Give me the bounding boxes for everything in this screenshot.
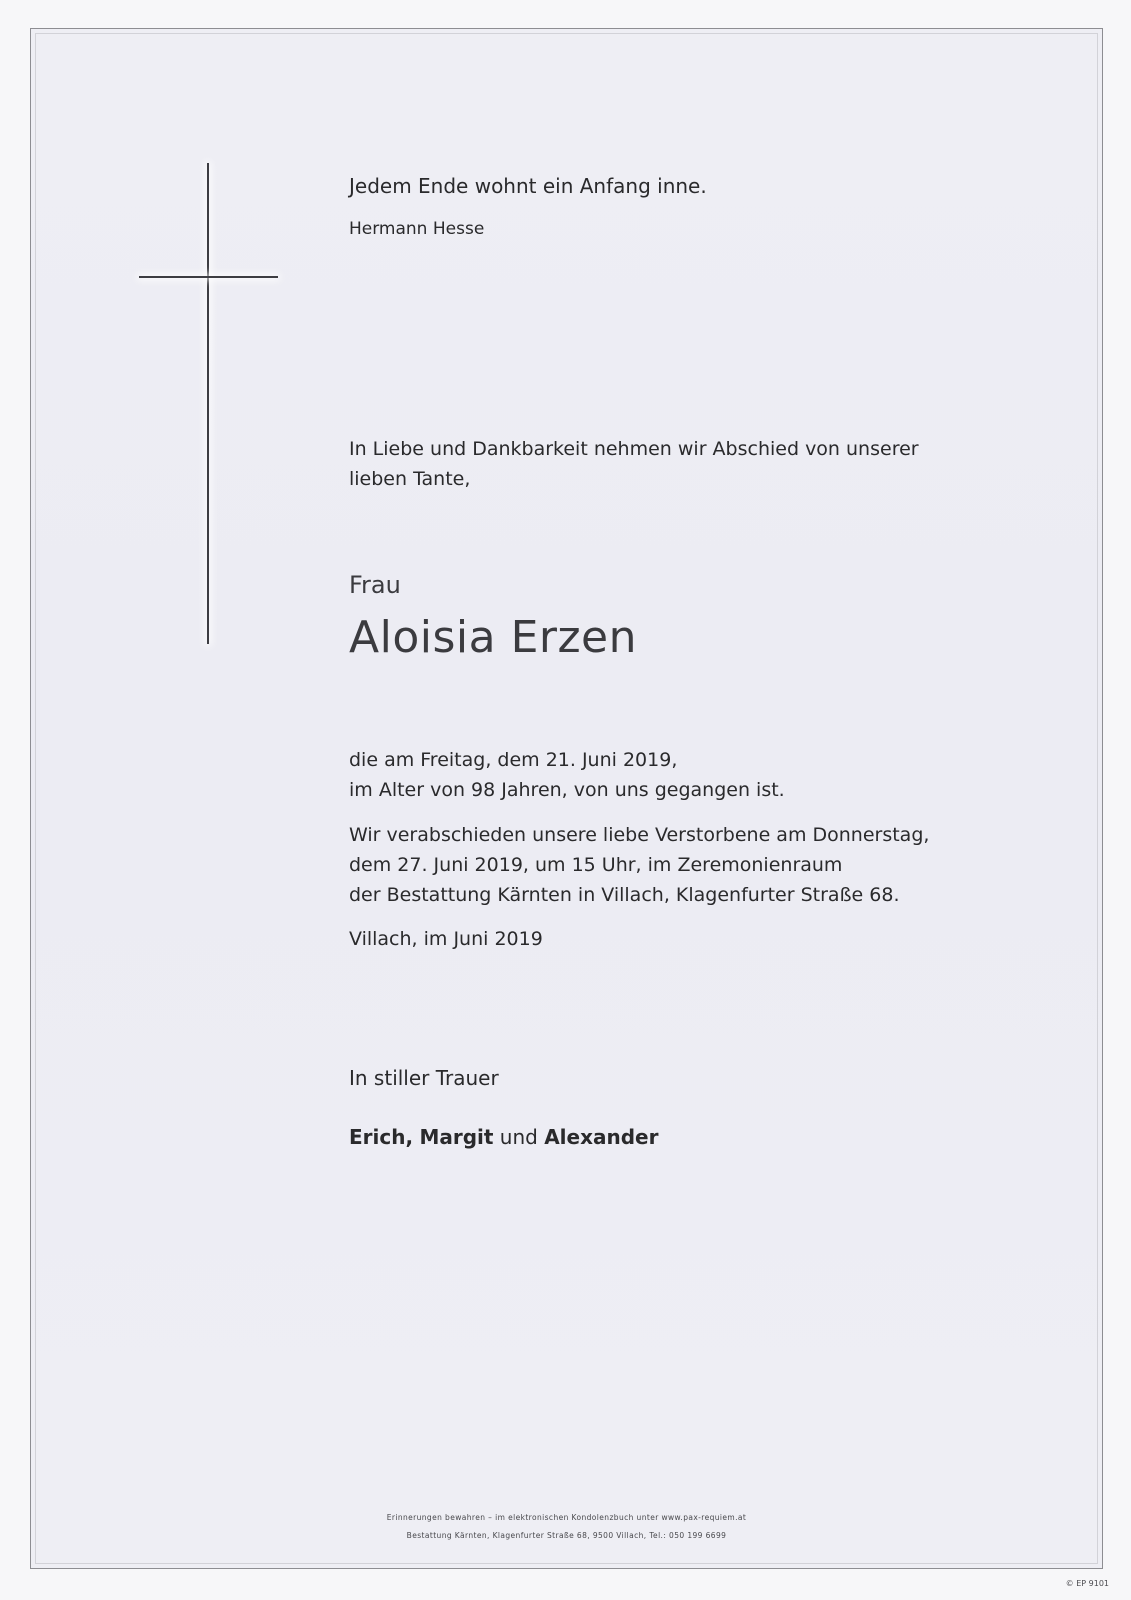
deceased-name: Aloisia Erzen	[349, 612, 638, 663]
cross-icon-bar	[139, 276, 278, 278]
cross-icon	[207, 163, 209, 644]
family-name: Erich,	[349, 1125, 414, 1149]
footer-address: Bestattung Kärnten, Klagenfurter Straße 68, 9500 Villach, Tel.: 050 199 6699	[406, 1531, 727, 1540]
family-name: Alexander	[544, 1125, 659, 1149]
ceremony-line: der Bestattung Kärnten in Villach, Klagenfurter Straße 68.	[349, 884, 900, 906]
family-names	[349, 1125, 658, 1149]
obituary-sheet	[30, 28, 1103, 1569]
intro-line: In Liebe und Dankbarkeit nehmen wir Abschied von unserer	[349, 438, 919, 460]
intro-text	[349, 434, 919, 494]
ceremony-line: dem 27. Juni 2019, um 15 Uhr, im Zeremonienraum	[349, 854, 843, 876]
ceremony-line: Wir verabschieden unsere liebe Verstorbene am Donnerstag,	[349, 824, 930, 846]
ceremony-notice	[349, 820, 929, 910]
salutation: Frau	[349, 571, 401, 599]
quote-author: Hermann Hesse	[349, 219, 485, 239]
form-code: © EP 9101	[1065, 1579, 1109, 1588]
death-line: die am Freitag, dem 21. Juni 2019,	[349, 749, 678, 771]
family-conjunction: und	[499, 1125, 538, 1149]
place-date: Villach, im Juni 2019	[349, 928, 543, 950]
intro-line: lieben Tante,	[349, 468, 471, 490]
death-notice	[349, 745, 785, 805]
death-line: im Alter von 98 Jahren, von uns gegangen ist.	[349, 779, 785, 801]
quote-text: Jedem Ende wohnt ein Anfang inne.	[349, 174, 707, 198]
family-name: Margit	[419, 1125, 494, 1149]
footer-condolence-link: Erinnerungen bewahren – im elektronischen Kondolenzbuch unter www.pax-requiem.at	[386, 1513, 747, 1522]
mourning-line: In stiller Trauer	[349, 1066, 499, 1090]
